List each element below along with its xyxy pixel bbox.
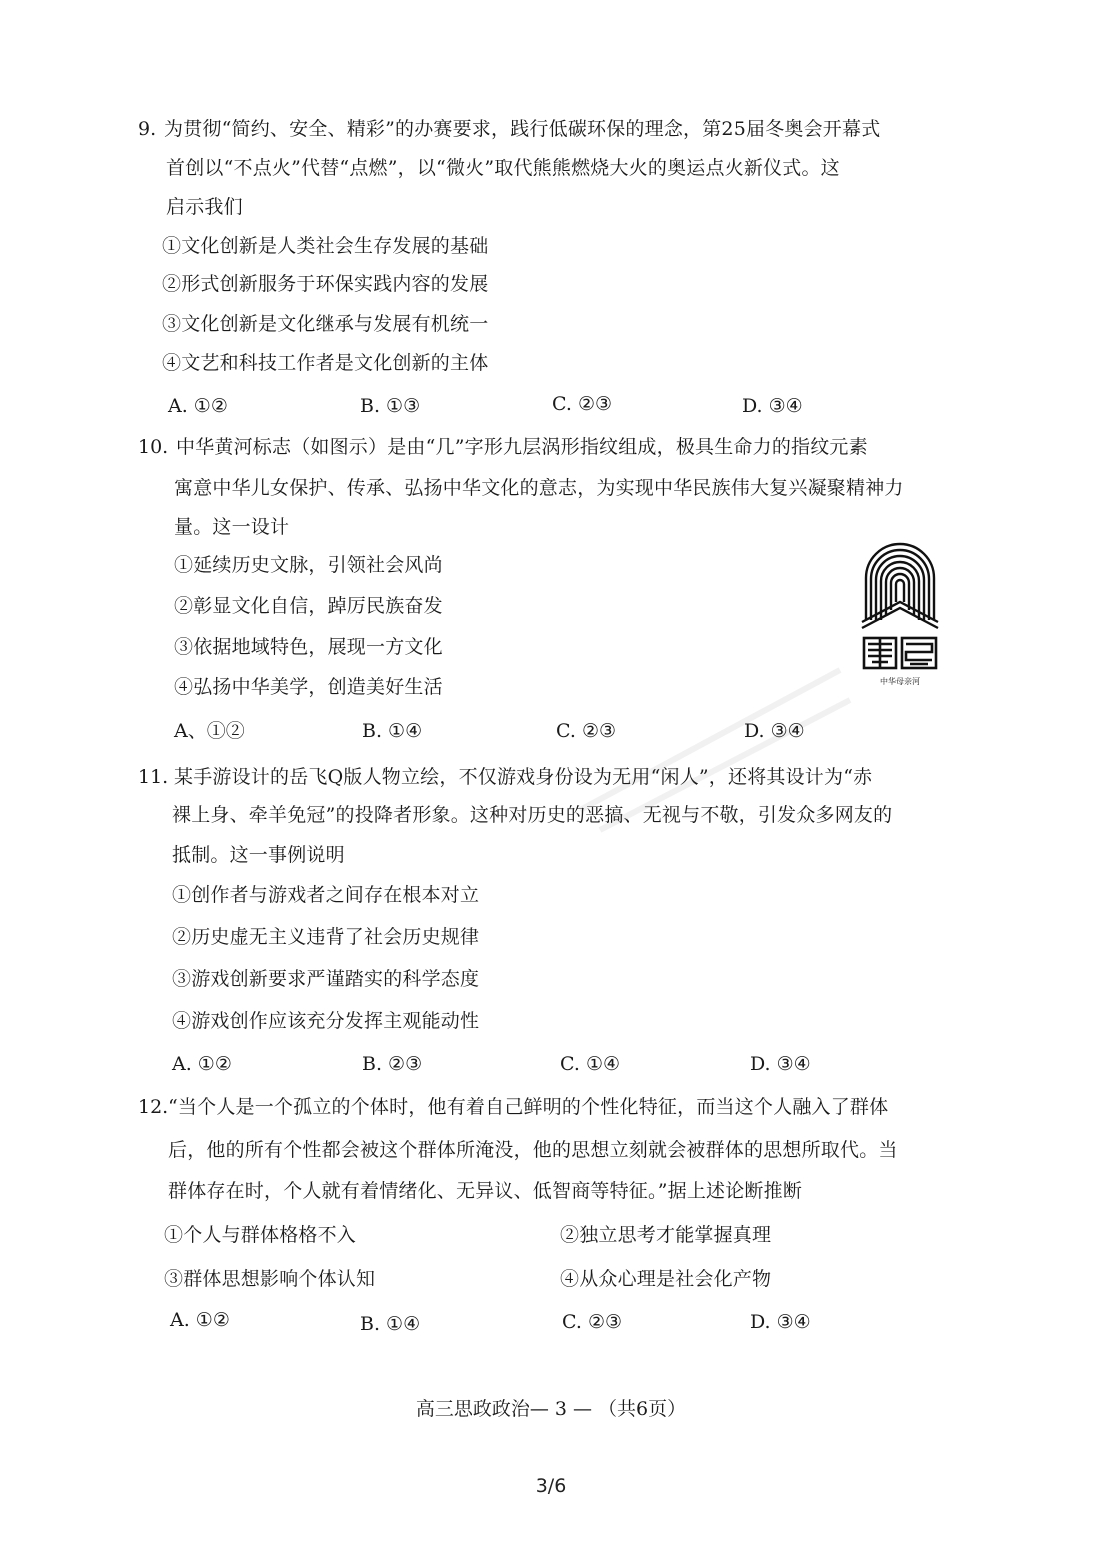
statement: ②形式创新服务于环保实践内容的发展 [162,273,489,295]
statement: ③群体思想影响个体认知 [164,1268,376,1290]
option-c: C. ②③ [556,720,617,742]
option-c: C. ②③ [562,1311,623,1333]
option-a: A. ①② [170,1309,230,1331]
question-stem-line: 某手游设计的岳飞Q版人物立绘，不仅游戏身份设为无用“闲人”，还将其设计为“赤 [174,766,873,788]
statement: ③游戏创新要求严谨踏实的科学态度 [172,968,480,990]
option-a: A. ①② [172,1053,232,1075]
question-stem-line: 抵制。这一事例说明 [172,844,345,866]
yellow-river-emblem [858,540,942,690]
option-d: D. ③④ [750,1053,811,1075]
statement: ④文艺和科技工作者是文化创新的主体 [162,352,489,374]
page-indicator: 3/6 [535,1475,567,1497]
question-stem-line: 为贯彻“简约、安全、精彩”的办赛要求，践行低碳环保的理念，第25届冬奥会开幕式 [164,118,881,140]
option-b: B. ①③ [360,395,421,417]
statement: ①延续历史文脉，引领社会风尚 [174,554,443,576]
question-stem-line: 启示我们 [166,196,243,218]
question-stem-line: 后，他的所有个性都会被这个群体所淹没，他的思想立刻就会被群体的思想所取代。当 [168,1139,898,1161]
statement: ④从众心理是社会化产物 [560,1268,772,1290]
statement: ①文化创新是人类社会生存发展的基础 [162,235,489,257]
option-d: D. ③④ [744,720,805,742]
question-stem-line: 裸上身、牵羊免冠”的投降者形象。这种对历史的恶搞、无视与不敬，引发众多网友的 [172,804,893,826]
page-footer: 高三思政政治— 3 — （共6页） [415,1398,687,1420]
question-number: 10. [138,436,169,458]
option-a: A. ①② [168,395,228,417]
statement: ④弘扬中华美学，创造美好生活 [174,676,443,698]
question-stem-line: 量。这一设计 [174,516,290,538]
statement: ②历史虚无主义违背了社会历史规律 [172,926,480,948]
question-number: 12. [138,1096,169,1118]
emblem-caption: 中华母亲河 [880,677,920,686]
question-stem-line: “当个人是一个孤立的个体时，他有着自己鲜明的个性化特征，而当这个人融入了群体 [168,1096,889,1118]
statement: ①个人与群体格格不入 [164,1224,357,1246]
question-stem-line: 寓意中华儿女保护、传承、弘扬中华文化的意志，为实现中华民族伟大复兴凝聚精神力 [174,477,904,499]
question-stem-line: 首创以“不点火”代替“点燃”，以“微火”取代熊熊燃烧大火的奥运点火新仪式。这 [166,157,840,179]
option-d: D. ③④ [750,1311,811,1333]
option-a: A、①② [174,720,245,742]
option-c: C. ①④ [560,1053,621,1075]
scan-watermark-icon [560,640,860,840]
option-b: B. ②③ [362,1053,423,1075]
question-number: 9. [138,118,157,140]
statement: ①创作者与游戏者之间存在根本对立 [172,884,480,906]
statement: ③依据地域特色，展现一方文化 [174,636,443,658]
question-stem-line: 群体存在时，个人就有着情绪化、无异议、低智商等特征。”据上述论断推断 [168,1180,803,1202]
option-b: B. ①④ [360,1313,421,1335]
statement: ②独立思考才能掌握真理 [560,1224,772,1246]
option-c: C. ②③ [552,393,613,415]
option-b: B. ①④ [362,720,423,742]
statement: ②彰显文化自信，踔厉民族奋发 [174,595,443,617]
statement: ③文化创新是文化继承与发展有机统一 [162,313,489,335]
question-number: 11. [138,766,169,788]
statement: ④游戏创作应该充分发挥主观能动性 [172,1010,480,1032]
fingerprint-logo-icon [858,540,942,690]
option-d: D. ③④ [742,395,803,417]
question-stem-line: 中华黄河标志（如图示）是由“几”字形九层涡形指纹组成，极具生命力的指纹元素 [176,436,868,458]
